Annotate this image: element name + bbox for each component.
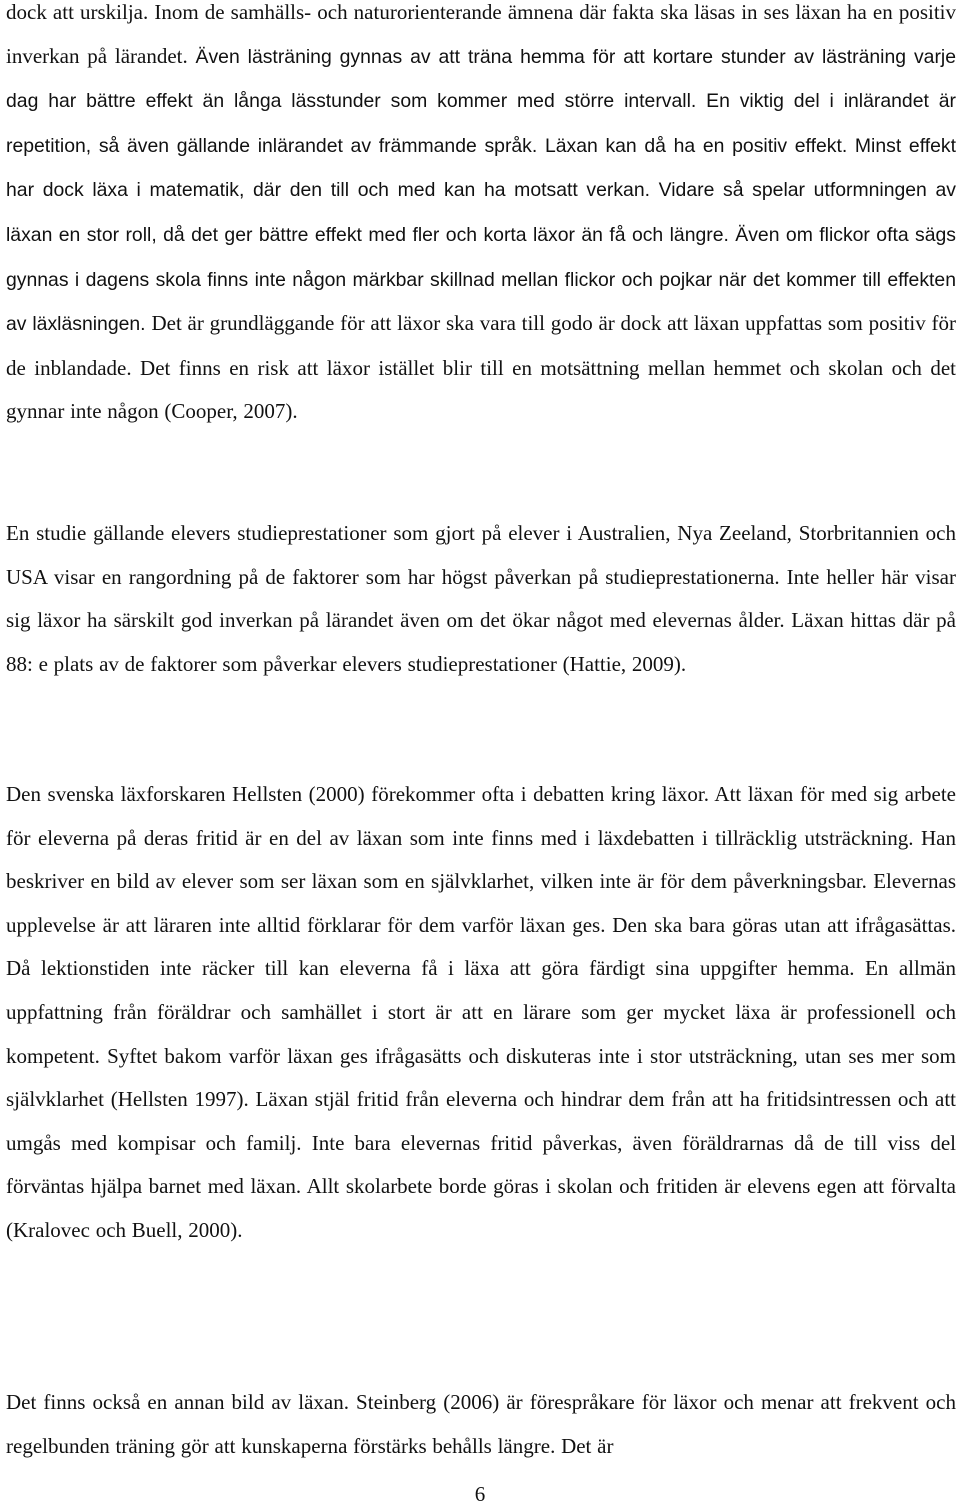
text-run: En studie gällande elevers studieprestationer som gjort på elever i Australien, Nya Zeeland, Storbritannien och USA visar en rangordning på de faktorer som har högst påverkan på studieprestationerna. Inte heller här visar sig läxor ha särskilt god inverkan på lärandet även om det ökar något med elevernas ålder. Läxan hittas där på 88: e plats av de faktorer som påverkar elevers studieprestationer (Hattie, 2009).: [6, 521, 956, 676]
paragraph-hattie-study: [6, 512, 956, 686]
text-run: Även lästräning gynnas av att träna hemma för att kortare stunder av lästräning varje dag har bättre effekt än långa lässtunder som kommer med större intervall. En viktig del i inlärandet är repetition, så även gällande inlärandet av främmande språk. Läxan kan då ha en positiv effekt. Minst effekt har dock läxa i matematik, där den till och med kan ha motsatt verkan. Vidare så spelar utformningen av läxan en stor roll, då det ger bättre effekt med fler och korta läxor än få och längre. Även om flickor ofta sägs gynnas i dagens skola finns inte någon märkbar skillnad mellan flickor och pojkar när det kommer till effekten av läxläsningen.: [6, 45, 957, 336]
paragraph-homework-effects: [6, 0, 956, 434]
page-number: 6: [474, 1482, 486, 1506]
text-run: Den svenska läxforskaren Hellsten (2000) förekommer ofta i debatten kring läxor. Att läxan för med sig arbete för eleverna på deras fritid är en del av läxan som inte finns med i läxdebatten i tillräcklig utsträckning. Han beskriver en bild av elever som ser läxan som en självklarhet, vilken inte är för dem påverkningsbar. Elevernas upplevelse är att läraren inte alltid förklarar för dem varför läxan ges. Den ska bara göras utan att ifrågasättas. Då lektionstiden inte räcker till kan eleverna få i läxa att göra färdigt sina uppgifter hemma. En allmän uppfattning från föräldrar och samhället i stort är att en lärare som ger mycket läxa är professionell och kompetent. Syftet bakom varför läxan ges ifrågasätts och diskuteras inte i stor utsträckning, utan ses mer som självklarhet (Hellsten 1997). Läxan stjäl fritid från eleverna och hindrar dem från att ha fritidsintressen och att umgås med kompisar och familj. Inte bara elevernas fritid påverkas, även föräldrarnas då de till viss del förväntas hjälpa barnet med läxan. Allt skolarbete borde göras i skolan och fritiden är elevens egen att förvalta (Kralovec och Buell, 2000).: [6, 782, 956, 1242]
text-run: Det är grundläggande för att läxor ska vara till godo är dock att läxan uppfattas som positiv för de inblandade. Det finns en risk att läxor istället blir till en motsättning mellan hemmet och skolan och det gynnar inte någon (Cooper, 2007).: [6, 311, 956, 424]
paragraph-hellsten: [6, 773, 956, 1253]
paragraph-steinberg: [6, 1381, 956, 1468]
text-run: dock att urskilja. Inom de samhälls- och naturorienterande ämnena där fakta ska läsas in ses läxan ha en positiv inverkan på lärandet.: [6, 0, 956, 68]
text-run: Det finns också en annan bild av läxan. Steinberg (2006) är förespråkare för läxor och menar att frekvent och regelbunden träning gör att kunskaperna förstärks behålls längre. Det är: [6, 1390, 956, 1458]
